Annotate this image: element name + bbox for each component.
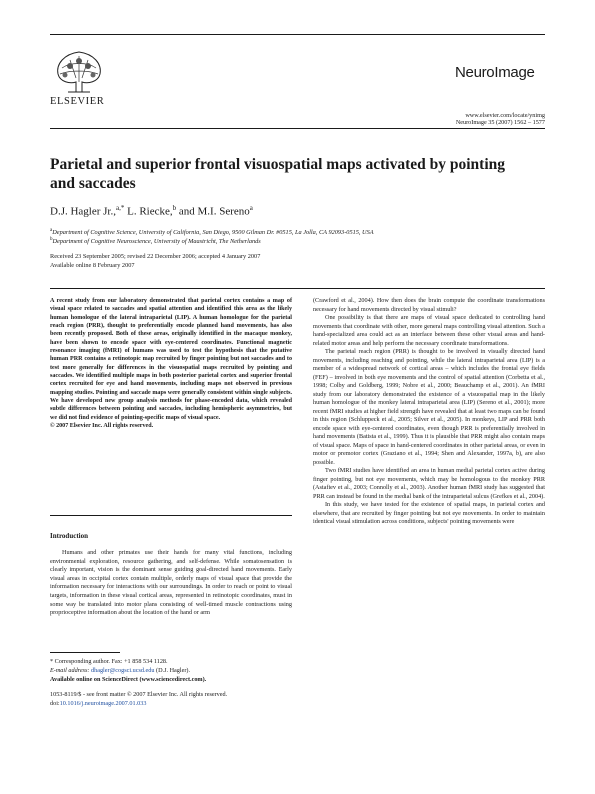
copyright: © 2007 Elsevier Inc. All rights reserved. <box>50 423 154 430</box>
doi-label: doi: <box>50 700 60 707</box>
affiliation-mark: a <box>50 228 53 233</box>
intro-text <box>50 549 292 618</box>
affiliation-text: Department of Cognitive Neuroscience, University of Maastricht, The Netherlands <box>52 238 261 246</box>
header-rule-top <box>50 34 545 35</box>
author-mark: a <box>249 204 253 212</box>
journal-name: NeuroImage <box>455 64 535 81</box>
footnote-rule <box>50 652 120 653</box>
abstract-rule-bottom <box>50 515 292 516</box>
right-column-text <box>313 297 545 527</box>
corresponding-author-note: * Corresponding author. Fax: +1 858 534 1128. <box>50 658 168 665</box>
issn-line: 1053-8119/$ - see front matter © 2007 Elsevier Inc. All rights reserved. <box>50 691 228 698</box>
email-link[interactable]: dhagler@cogsci.ucsd.edu <box>91 667 155 674</box>
affiliation <box>50 228 374 236</box>
paragraph: The parietal reach region (PRR) is thought to be involved in visually directed hand movements, including reaching and pointing, while the lateral intraparietal area (LIP) is a member of a widespread network of cortical areas – which includes the frontal eye fields (FEF) – involved in both eye movements and the control of spatial attention (Corbetta et al., 1998; Colby and Goldberg, 1999; Nobre et al., 2000; Beauchamp et al., 2001). An fMRI study from our laboratory demonstrated the existence of a visuospatial map in the likely human homologue of the monkey lateral intraparietal area (LIP) (Sereno et al., 2001); more recent fMRI studies at higher field strength have revealed that at least two maps can be found in this region (Schluppeck et al., 2005; Silver et al., 2005). In monkeys, LIP and PRR both encode space with eye-centered coordinates, even though PRR is preferentially involved in hand movements (Batista et al., 1999). Thus it is plausible that PRR might also contain maps of visual space. Maps of space in hand-centered coordinates in other parietal areas, or even in motor or premotor cortex (Graziano et al., 1994; Shen and Alexander, 1997a, b), are also possible. <box>313 348 545 466</box>
affiliation-mark: b <box>50 237 53 242</box>
paragraph: Two fMRI studies have identified an area in human medial parietal cortex active during finger pointing, but not eye movements, which may be homologous to the monkey PRR (Astafiev et al., 2003; Connolly et al., 2003). Another human fMRI study has suggested that PRR can instead be found in the medial bank of the intraparietal sulcus (Grefkes et al., 2004). <box>313 467 545 500</box>
author-list <box>50 204 253 218</box>
article-title: Parietal and superior frontal visuospatial maps activated by pointing and saccades <box>50 156 505 192</box>
paragraph: In this study, we have tested for the existence of spatial maps, in parietal cortex and elsewhere, that are recruited by finger pointing but not eye movements. In order to maintain identical visual stimulation across conditions, subjects' pointing movements were <box>313 501 545 525</box>
doi-link[interactable]: 10.1016/j.neuroimage.2007.01.033 <box>59 700 147 707</box>
header-rule-bottom <box>50 128 545 129</box>
doi-line <box>50 700 146 707</box>
abstract-rule-top <box>50 288 545 289</box>
author-name[interactable]: L. Riecke, <box>124 205 173 218</box>
email-label: E-mail address: <box>50 667 90 674</box>
paragraph: One possibility is that there are maps of visual space dedicated to controlling hand movements that coordinate with other, more general maps controlling visual attention. Such a hand-specialized area could act as an interface between these other visual areas and hand-related motor areas and help perform the necessary coordinate transformations. <box>313 314 545 347</box>
elsevier-tree-logo <box>50 48 108 96</box>
email-suffix: (D.J. Hagler). <box>154 667 191 674</box>
paragraph: Humans and other primates use their hands for many vital functions, including environmental exploration, resource gathering, and self-defense. While somatosensation is clearly important, vision is the dominant sense guiding goal-directed hand movements. Early visual areas in occipital cortex contain multiple, orderly maps of visual space that provide the information necessary for interactions with our surroundings. In order to reach or point to visual targets, information in these visual cortical areas, represented in retinotopic coordinates, must in some way be translated into motor plans consisting of well-timed muscle contractions using proprioceptive information about the location of the hand or arm <box>50 549 292 617</box>
affiliation-text: Department of Cognitive Science, University of California, San Diego, 9500 Gilman Dr. #0515, La Jolla, CA 92093-0515, USA <box>52 229 374 237</box>
publisher-name: ELSEVIER <box>50 96 105 107</box>
email-note <box>50 667 190 674</box>
abstract <box>50 297 292 431</box>
journal-citation: NeuroImage 35 (2007) 1562 – 1577 <box>455 119 545 126</box>
author-mark: a,* <box>116 204 125 212</box>
author-name[interactable]: D.J. Hagler Jr., <box>50 205 116 218</box>
journal-url-link[interactable]: www.elsevier.com/locate/ynimg <box>465 112 545 119</box>
sciencedirect-note: Available online on ScienceDirect (www.sciencedirect.com). <box>50 676 207 683</box>
available-online-date: Available online 8 February 2007 <box>50 262 135 269</box>
paragraph: (Crawford et al., 2004). How then does the brain compute the coordinate transformations necessary for hand movements directed by visual stimuli? <box>313 297 545 313</box>
author-name[interactable]: and M.I. Sereno <box>176 205 250 218</box>
author-mark: b <box>172 204 177 212</box>
received-dates: Received 23 September 2005; revised 22 December 2006; accepted 4 January 2007 <box>50 253 261 260</box>
section-heading: Introduction <box>50 532 88 540</box>
abstract-text: A recent study from our laboratory demonstrated that parietal cortex contains a map of visual space related to saccades and spatial attention and identified this area as the likely human homologue of the lateral intraparietal (LIP). A human homologue for the parietal reach region (PRR), thought to preferentially encode planned hand movements, has also been recently proposed. Both of these areas, originally identified in the macaque monkey, have been shown to encode space with eye-centered coordinates. Functional magnetic resonance imaging (fMRI) of humans was used to test the hypothesis that the putative human PRR contains a retinotopic map recruited by finger pointing but not saccades and to test more generally for differences in the visuospatial maps recruited by pointing and saccades. We identified multiple maps in both posterior parietal cortex and superior frontal cortex recruited for eye and hand movements, including maps not observed in previous mapping studies. Pointing and saccade maps were generally consistent within single subjects. We have developed new group analysis methods for phase-encoded data, which revealed subtle differences between pointing and saccades, including hemispheric asymmetries, but we did not find evidence of pointing-specific maps of visual space. <box>50 298 292 421</box>
affiliation <box>50 237 261 245</box>
